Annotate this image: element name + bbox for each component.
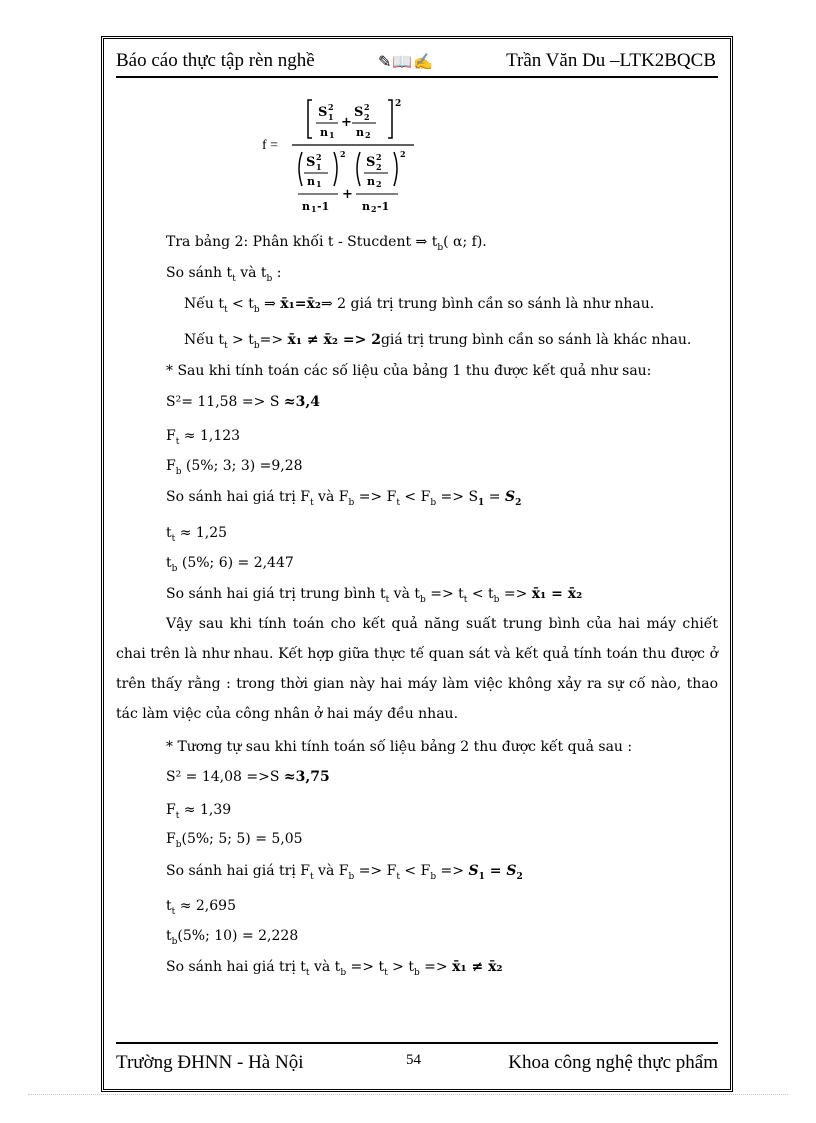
ft-1-line: $F_t \approx 1,123$ (166, 428, 241, 447)
svg-text:1: 1 (316, 179, 322, 189)
footer-school: Trường ĐHNN - Hà Nội (116, 1052, 304, 1073)
neu-2-line: Nếu $t_t > t_b=>$ x̄₁ ≠ x̄₂ => 2giá trị trung bình cần so sánh là khác nhau. (184, 332, 692, 351)
formula-num-power: 2 (395, 99, 402, 109)
page-separator (28, 1094, 788, 1095)
s2-1-line: S²= 11,58 => S ≈3,4 (166, 394, 320, 410)
header-title: Báo cáo thực tập rèn nghề (116, 50, 315, 71)
svg-text:n: n (302, 200, 310, 213)
svg-text:2: 2 (316, 152, 322, 162)
svg-text:1: 1 (311, 204, 317, 214)
svg-text:2: 2 (400, 149, 406, 159)
fb-2-line: $F_b(5\%$; 5; 5) = 5,05 (166, 831, 303, 850)
svg-text:S: S (306, 155, 316, 170)
svg-text:n: n (367, 175, 375, 188)
svg-text:+: + (341, 115, 352, 130)
page-footer (116, 1052, 718, 1080)
so-sanh-tt-tb-line: So sánh $t_t$ và $t_b$ : (166, 265, 282, 284)
footer-department: Khoa công nghệ thực phẩm (508, 1052, 718, 1073)
ss-f-1-line: So sánh hai giá trị $F_t$ và $F_b => F_t < F_b => S_1 = S_2$ (166, 489, 522, 508)
neu-1-line: Nếu $t_t < t_b$ ⇒ x̄₁=x̄₂⇒ 2 giá trị trung bình cần so sánh là như nhau. (184, 296, 655, 315)
svg-text:S: S (366, 155, 376, 170)
svg-text:n: n (362, 200, 370, 213)
sau-khi-2-line: * Tương tự sau khi tính toán số liệu bảng 2 thu được kết quả sau : (166, 739, 633, 755)
svg-text:n: n (307, 175, 315, 188)
tb-2-line: $t_b(5\%$; 10) = 2,228 (166, 928, 299, 947)
header-ornament: ✎📖✍ (378, 54, 435, 71)
conclusion-paragraph: Vậy sau khi tính toán cho kết quả năng suất trung bình của hai máy chiết chai trên là như nhau. Kết hợp giữa thực tế quan sát và kết quả tính toán thu được ở trên thấy rằng : trong thời gian này hai máy làm việc không xảy ra sự cố nào, thao tác làm việc của công nhân ở hai máy đều nhau. (116, 616, 718, 722)
svg-text:2: 2 (376, 152, 382, 162)
svg-text:2: 2 (328, 102, 334, 112)
formula-bracket-left (308, 100, 312, 138)
tt-2-line: $t_t \approx 2,695$ (166, 898, 236, 917)
svg-text:1: 1 (329, 130, 335, 140)
svg-text:2: 2 (365, 130, 371, 140)
svg-text:-1: -1 (377, 200, 390, 213)
formula-f (262, 94, 422, 220)
svg-text:+: + (342, 187, 353, 202)
tt-1-line: $t_t \approx 1,25$ (166, 525, 228, 544)
sau-khi-1-line: * Sau khi tính toán các số liệu của bảng 1 thu được kết quả như sau: (166, 363, 652, 379)
svg-text:2: 2 (371, 204, 377, 214)
ss-t-2-line: So sánh hai giá trị $t_t$ và $t_b => t_t > t_b$ => x̄₁ ≠ x̄₂ (166, 959, 503, 978)
ss-f-2-line: So sánh hai giá trị $F_t$ và $F_b => F_t < F_b => S_1 = S_2$ (166, 863, 523, 882)
page-header (116, 50, 716, 76)
svg-text:1: 1 (328, 112, 334, 122)
header-author: Trần Văn Du –LTK2BQCB (506, 50, 716, 71)
s2-2-line: S² = 14,08 =>S ≈3,75 (166, 769, 330, 785)
ft-2-line: $F_t \approx 1,39$ (166, 802, 232, 821)
page-number: 54 (406, 1052, 421, 1068)
footer-rule (116, 1042, 718, 1044)
tra-bang-line: Tra bảng 2: Phân khối t - Stucdent ⇒ $t_b$( α; f). (166, 234, 487, 253)
header-rule (116, 76, 718, 78)
svg-text:2: 2 (364, 112, 370, 122)
formula-bracket-right (388, 100, 392, 138)
svg-text:2: 2 (376, 162, 382, 172)
svg-text:2: 2 (340, 149, 346, 159)
svg-text:1: 1 (316, 162, 322, 172)
svg-text:-1: -1 (317, 200, 330, 213)
svg-text:2: 2 (376, 179, 382, 189)
formula-s1: S (318, 105, 328, 120)
svg-text:n: n (320, 126, 328, 139)
formula-lhs: f = (262, 138, 279, 153)
svg-text:n: n (356, 126, 364, 139)
ss-t-1-line: So sánh hai giá trị trung bình $t_t$ và $t_b => t_t < t_b$ => x̄₁ = x̄₂ (166, 586, 583, 605)
svg-text:2: 2 (364, 102, 370, 112)
tb-1-line: $t_b$ (5%; 6) = 2,447 (166, 555, 294, 574)
formula-s2: S (354, 105, 364, 120)
fb-1-line: $F_b$ (5%; 3; 3) =9,28 (166, 458, 303, 477)
